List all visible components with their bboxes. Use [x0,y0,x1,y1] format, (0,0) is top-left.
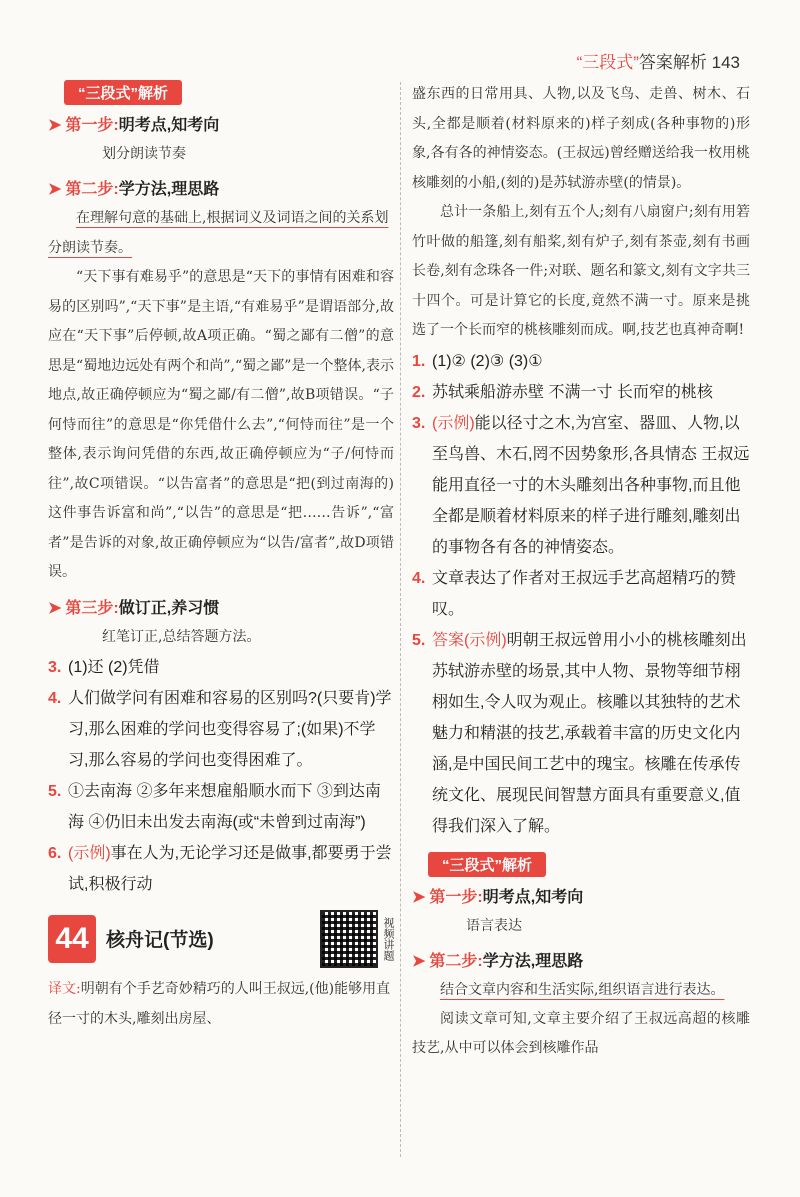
left-column [48,80,394,1034]
answer-item: 5. 答案(示例)明朝王叔远曾用小小的桃核雕刻出苏轼游赤壁的场景,其中人物、景物等细节栩栩如生,令人叹为观止。核雕以其独特的艺术魅力和精湛的技艺,承载着丰富的历史文化内涵,是中国民间工艺中的瑰宝。核雕在传承传统文化、展现民间智慧方面具有重要意义,值得我们深入了解。 [412,631,747,835]
step3-heading: ➤ 第三步:做订正,养习惯 [48,599,220,617]
step2-explanation: “天下事有难易乎”的意思是“天下的事情有困难和容易的区别吗”,“天下事”是主语,“有难易乎”是谓语部分,故应在“天下事”后停顿,故A项正确。“蜀之鄙有二僧”的意思是“蜀地边远处有两个和尚”,“蜀之鄙”是一个整体,表示地点,故正确停顿应为“蜀之鄙/有二僧”,故B项错误。“子何恃而往”的意思是“你凭借什么去”,“何恃而往”是一个整体,表示询问凭借的东西,故正确停顿应为“子/何恃而往”,故C项错误。“以告富者”的意思是“把(到过南海的)这件事告诉富和尚”,“以告”的意思是“把……告诉”,“富者”是告诉的对象,故正确停顿应为“以告/富者”,故D项错误。 [48,269,394,580]
bullet-icon: ➤ [412,888,426,906]
translation: 译文:明朝有个手艺奇妙精巧的人叫王叔远,(他)能够用直径一寸的木头,雕刻出房屋、 [48,980,391,1027]
answer-item: 4. 文章表达了作者对王叔远手艺高超精巧的赞叹。 [412,569,737,618]
answer-item: 1. (1)② (2)③ (3)① [412,352,543,370]
qr-label: 视频讲题 [382,916,394,961]
step2-method: 在理解句意的基础上,根据词义及词语之间的关系划分朗读节奏。 [48,210,389,256]
bullet-icon: ➤ [412,952,426,970]
step2-heading: ➤ 第二步:学方法,理思路 [48,181,220,198]
step1-heading: ➤ 第一步:明考点,知考向 [48,117,220,134]
answer-item: 3. (1)还 (2)凭借 [48,658,160,676]
step2-method: 结合文章内容和生活实际,组织语言进行表达。 [440,981,725,998]
translation-continued: 盛东西的日常用具、人物,以及飞鸟、走兽、树木、石头,全都是顺着(材料原来的)样子刻成(各种事物的)形象,各有各的神情姿态。(王叔远)曾经赠送给我一枚用桃核雕刻的小船,(刻的)是苏轼游赤壁(的情景)。 [412,86,750,191]
step3-note: 红笔订正,总结答题方法。 [102,628,261,645]
lesson-title: 核舟记(节选) [106,930,214,951]
answer-item: 6. (示例)事在人为,无论学习还是做事,都要勇于尝试,积极行动 [48,844,392,893]
analysis-tag: “三段式”解析 [64,80,182,105]
answer-item: 5. ①去南海 ②多年来想雇船顺水而下 ③到达南海 ④仍旧未出发去南海(或“未曾到过南海”) [48,782,381,831]
right-column [412,80,750,1064]
answer-item: 2. 苏轼乘船游赤壁 不满一寸 长而窄的桃核 [412,383,713,401]
analysis-tag: “三段式”解析 [428,852,546,877]
bullet-icon: ➤ [48,599,62,617]
header-title: 答案解析 [638,53,707,72]
answer-item: 3. (示例)能以径寸之木,为宫室、器皿、人物,以至鸟兽、木石,罔不因势象形,各具情态 王叔远能用直径一寸的木头雕刻出各种事物,而且他全都是顺着材料原来的样子进行雕刻,雕刻出的事物各有各的神情姿态。 [412,414,750,556]
page-number: 143 [711,53,740,72]
qr-code-icon[interactable] [320,910,378,968]
step1-note: 语言表达 [466,917,522,934]
translation-para2: 总计一条船上,刻有五个人;刻有八扇窗户;刻有用箬竹叶做的船篷,刻有船桨,刻有炉子,刻有茶壶,刻有书画长卷,刻有念珠各一件;对联、题名和篆文,刻有文字共三十四个。可是计算它的长度,竟然不满一寸。原来是挑选了一个长而窄的桃核雕刻而成。啊,技艺也真神奇啊! [412,204,750,338]
page-header [577,48,740,73]
step2-explanation: 阅读文章可知,文章主要介绍了王叔远高超的核雕技艺,从中可以体会到核雕作品 [412,1010,750,1056]
column-divider [400,82,401,1157]
lesson-number: 44 [48,915,96,963]
step1-heading: ➤ 第一步:明考点,知考向 [412,888,584,906]
step2-heading: ➤ 第二步:学方法,理思路 [412,952,584,970]
bullet-icon: ➤ [48,181,62,198]
header-brand: “三段式” [576,53,639,72]
answer-item: 4. 人们做学问有困难和容易的区别吗?(只要肯)学习,那么困难的学问也变得容易了;(如果)不学习,那么容易的学问也变得困难了。 [48,689,392,769]
lesson-heading [48,910,394,968]
bullet-icon: ➤ [48,117,62,134]
step1-note: 划分朗读节奏 [102,146,186,162]
